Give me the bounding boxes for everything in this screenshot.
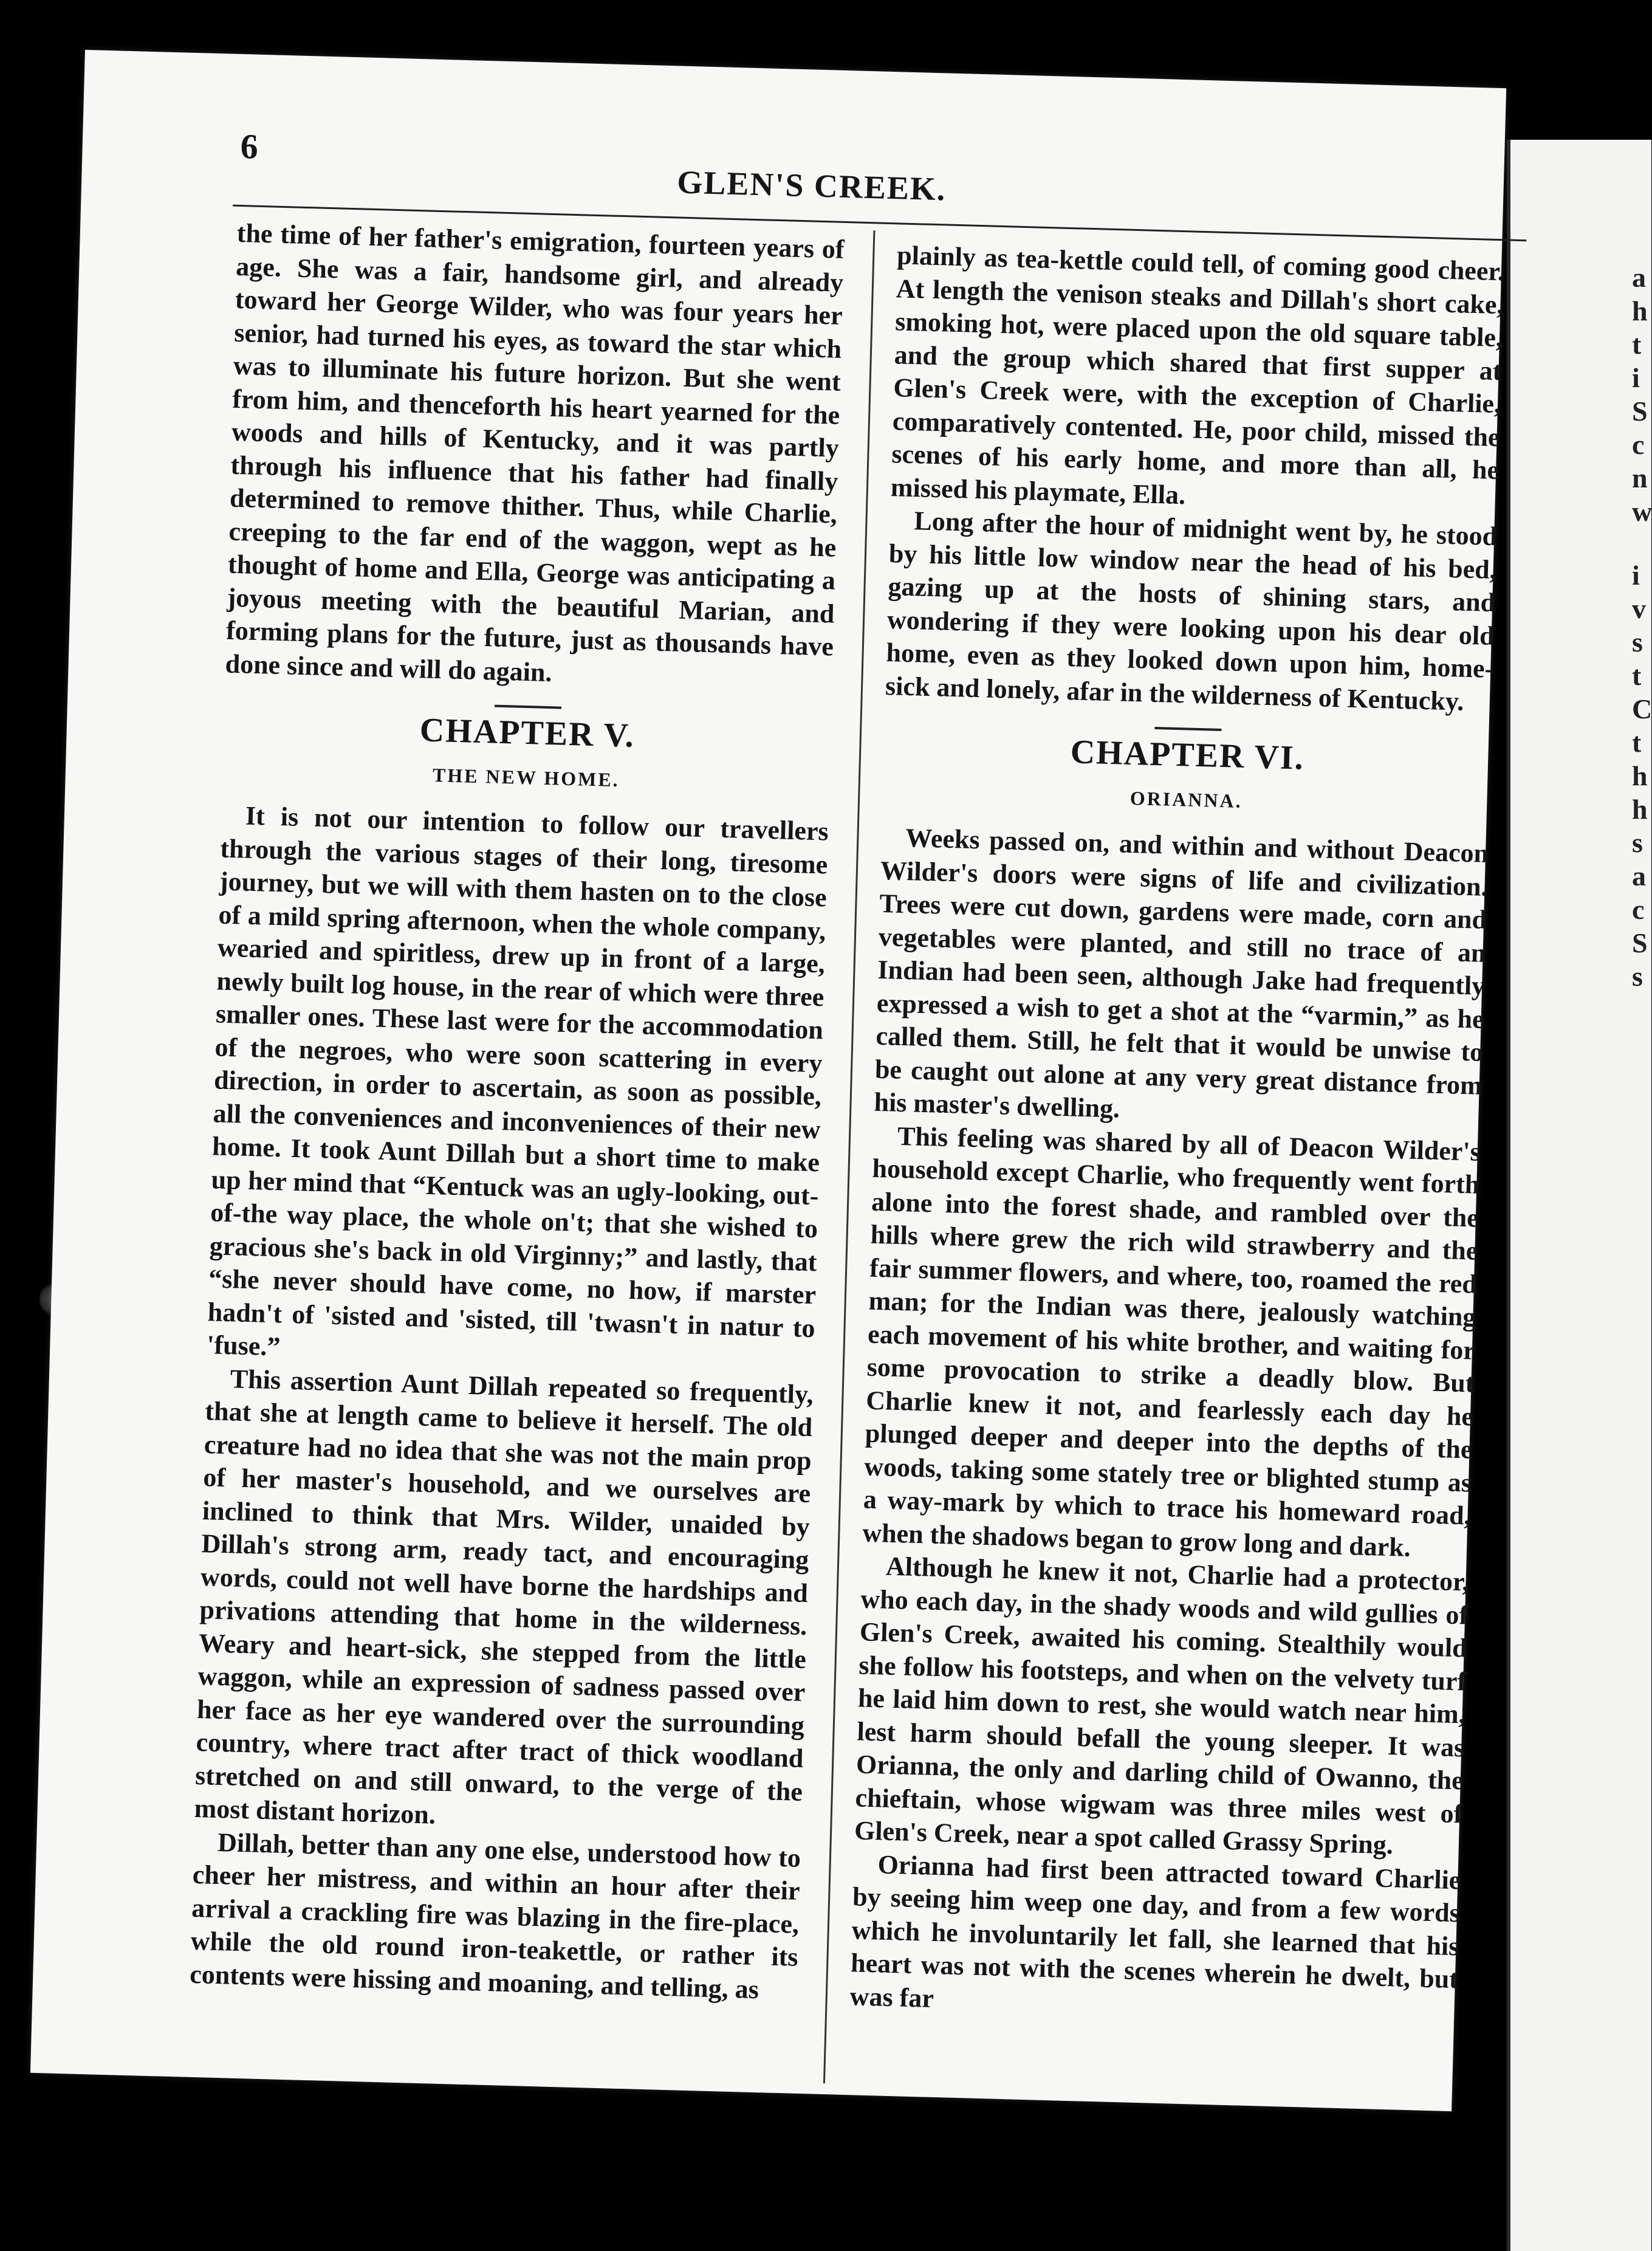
adjacent-page-edge: [1507, 140, 1651, 2251]
adjacent-page-fragment: v: [1632, 593, 1646, 624]
paragraph: This assertion Aunt Dillah repeated so frequently, that she at length came to believe it herself. The old creature had no idea that she was not the main prop of her master's household, and we ourselves are inclined to think that Mrs. Wilder, unaided by Dillah's strong arm, ready tact, and encouraging words, could not well have borne the hardships and privations attending that home in the wilderness. Weary and heart-sick, she stepped from the little waggon, while an expression of sadness passed over her face as her eye wandered over the surrounding country, where tract after tract of thick woodland stretched on and still onward, to the verge of the most distant horizon.: [194, 1363, 814, 1830]
right-text-column: [849, 239, 1505, 2029]
adjacent-page-fragment: h: [1632, 760, 1648, 791]
paragraph: Long after the hour of midnight went by, he stood by his little low window near the head of his bed, gazing up at the hosts of shining stars, and wondering if they were looking upon his dear old home, even as they looked down upon him, home-sick and lonely, afar in the wilderness of Kentucky.: [885, 506, 1498, 717]
adjacent-page-fragment: S: [1632, 927, 1648, 958]
adjacent-page-fragment: s: [1632, 961, 1643, 992]
chapter-rule: [495, 705, 561, 709]
adjacent-page-fragment: h: [1632, 794, 1648, 825]
adjacent-page-fragment: a: [1632, 262, 1646, 293]
chapter-subtitle: ORIANNA.: [1129, 786, 1243, 812]
paragraph: Although he knew it not, Charlie had a protector, who each day, in the shady woods and wild gullies of Glen's Creek, awaited his coming. Stealthily would she follow his footsteps, and when on the velvety turf he laid him down to rest, she would watch near him, lest harm should befall the young sleeper. It was Orianna, the only and darling child of Owanno, the chieftain, whose wigwam was three miles west of Glen's Creek, near a spot called Grassy Spring.: [854, 1551, 1470, 1860]
chapter-heading: [882, 720, 1492, 824]
adjacent-page-fragment: t: [1632, 727, 1642, 758]
running-head: GLEN'S CREEK.: [676, 163, 947, 208]
adjacent-page-fragment: i: [1632, 560, 1640, 591]
paragraph: It is not our intention to follow our travellers through the various stages of their long, tiresome journey, but we will with them hasten on to the close of a mild spring afternoon, when the whole company, wearied and spiritless, drew up in front of a large, newly built log house, in the rear of which were three smaller ones. These last were for the accommodation of the negroes, who were soon scattering in every direction, in order to ascertain, as soon as possible, all the conveniences and inconveniences of their new home. It took Aunt Dillah but a short time to make up her mind that “Kentuck was an ugly-looking, out-of-the way place, the whole on't; that she wished to gracious she's back in old Virginny;” and lastly, that “she never should have come, no how, if marster hadn't of 'sisted and 'sisted, till 'twasn't in natur to 'fuse.”: [206, 800, 829, 1362]
adjacent-page-fragment: a: [1632, 861, 1646, 892]
paragraph: Orianna had first been attracted toward Charlie by seeing him weep one day, and from a few words which he involuntarily let fall, she learned that his heart was not with the scenes wherein he dwelt, but was far: [849, 1849, 1462, 2013]
left-text-column: [190, 217, 845, 2007]
chapter-rule: [1154, 727, 1221, 731]
adjacent-page-fragment: t: [1632, 660, 1642, 691]
page-number: 6: [239, 126, 259, 167]
adjacent-page-fragment: S: [1632, 396, 1648, 427]
adjacent-page-fragment: n: [1632, 462, 1648, 493]
chapter-subtitle: THE NEW HOME.: [432, 763, 620, 791]
paragraph: Weeks passed on, and within and without Deacon Wilder's doors were signs of life and civilization. Trees were cut down, gardens were made, corn and vegetables were planted, and still no trace of an Indian had been seen, although Jake had frequently expressed a wish to get a shot at the “varmin,” as he called them. Still, he felt that it would be unwise to be caught out alone at any very great distance from his master's dwelling.: [873, 823, 1489, 1124]
chapter-heading: [222, 698, 832, 802]
paragraph: Dillah, better than any one else, understood how to cheer her mistress, and within an hour after their arrival a crackling fire was blazing in the fire-place, while the old round iron-teakettle, or rather its contents were hissing and moaning, and telling, as: [189, 1827, 801, 2004]
chapter-title: CHAPTER V.: [419, 711, 636, 755]
adjacent-page-fragment: C: [1632, 693, 1652, 724]
adjacent-page-fragment: c: [1632, 894, 1645, 925]
adjacent-page-fragment: s: [1632, 627, 1643, 658]
adjacent-page-fragment: s: [1632, 827, 1643, 858]
paragraph: This feeling was shared by all of Deacon Wilder's household except Charlie, who frequently went forth alone into the forest shade, and rambled over the hills where grew the rich wild strawberry and the fair summer flowers, and where, too, roamed the red man; for the Indian was there, jealously watching each movement of his white brother, and waiting for some provocation to strike a deadly blow. But Charlie knew it not, and fearlessly each day he plunged deeper and deeper into the depths of the woods, taking some stately tree or blighted stump as a way-mark by which to trace his homeward road, when the shadows began to grow long and dark.: [862, 1121, 1481, 1562]
adjacent-page-fragment: i: [1632, 362, 1640, 393]
adjacent-page-fragment: t: [1632, 329, 1642, 360]
adjacent-page-fragment: h: [1632, 295, 1648, 326]
chapter-title: CHAPTER VI.: [1069, 733, 1305, 777]
paragraph: plainly as tea-kettle could tell, of coming good cheer. At length the venison steaks and Dillah's short cake, smoking hot, were placed upon the old square table, and the group which shared that first supper at Glen's Creek were, with the exception of Charlie, comparatively contented. He, poor child, missed the scenes of his early home, and more than all, he missed his playmate, Ella.: [890, 240, 1505, 510]
book-page: [30, 50, 1506, 2111]
paragraph: the time of her father's emigration, fourteen years of age. She was a fair, handsome girl, and already toward her George Wilder, who was four years her senior, had turned his eyes, as toward the star which was to illuminate his future horizon. But she went from him, and thenceforth his heart yearned for the woods and hills of Kentucky, and it was partly through his influence that his father had finally determined to remove thither. Thus, while Charlie, creeping to the far end of the waggon, wept as he thought of home and Ella, George was anticipating a joyous meeting with the beautiful Marian, and forming plans for the future, just as thousands have done since and will do again.: [225, 218, 845, 687]
adjacent-page-fragment: w: [1632, 496, 1652, 527]
adjacent-page-fragment: c: [1632, 429, 1645, 460]
